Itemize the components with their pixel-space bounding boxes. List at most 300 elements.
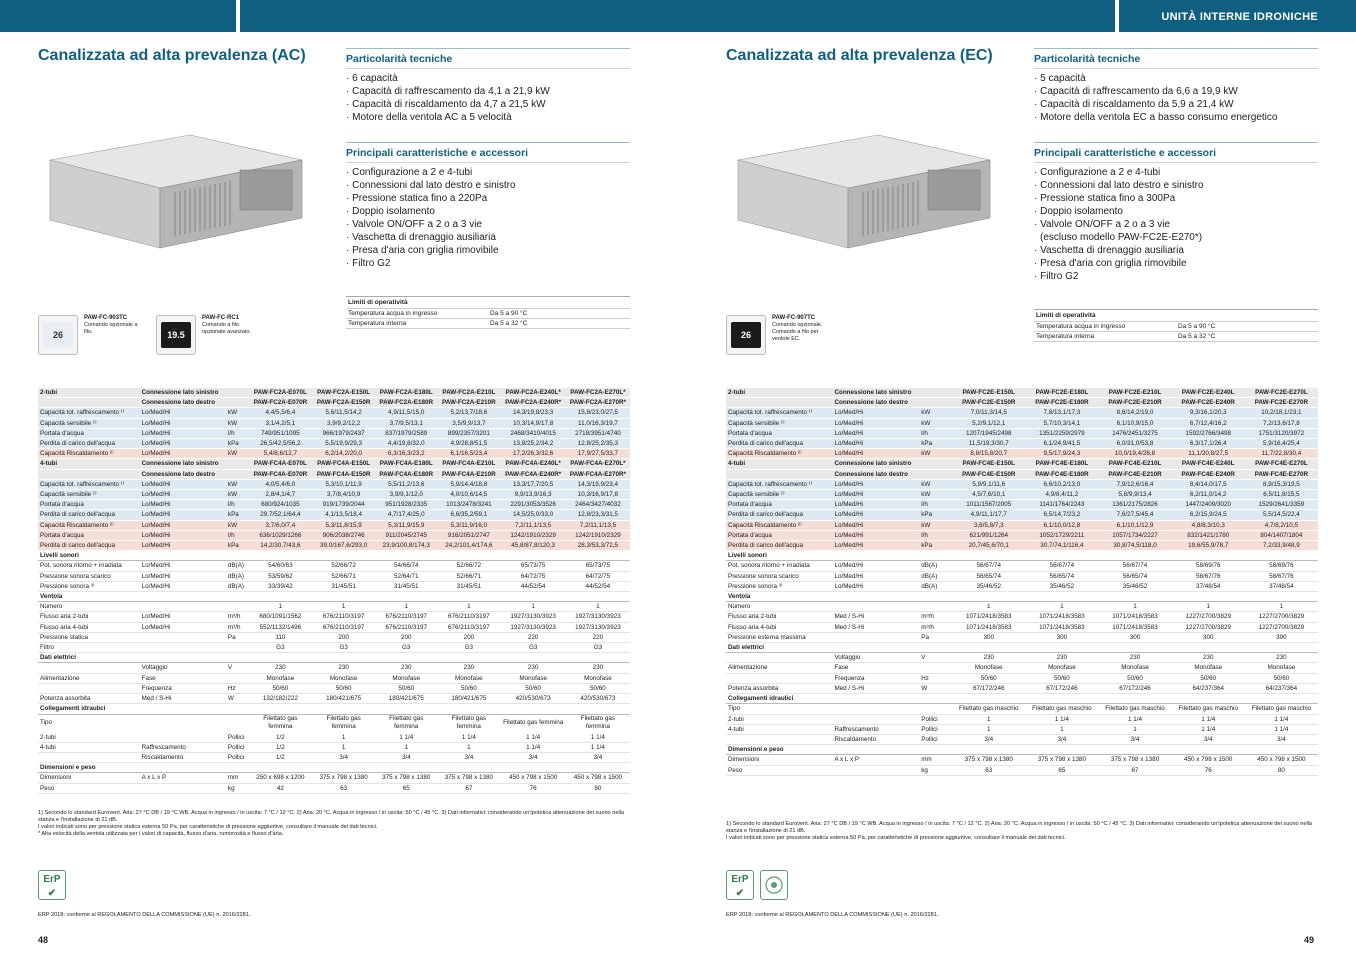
table-cell: 250 x 698 x 1200 bbox=[249, 773, 312, 783]
table-cell bbox=[832, 592, 913, 602]
table-cell: PAW-FC2A-E180R bbox=[375, 398, 437, 408]
table-cell: Lo/Med/Hi bbox=[140, 561, 221, 571]
table-cell: 1 bbox=[375, 742, 437, 752]
table-cell bbox=[1172, 592, 1245, 602]
table-cell: G3 bbox=[500, 643, 565, 653]
table-cell: 4-tubi bbox=[38, 459, 140, 469]
table-cell: Lo/Med/Hi bbox=[140, 581, 221, 591]
table-cell: PAW-FC4E-E240R bbox=[1172, 469, 1245, 479]
table-cell bbox=[226, 763, 249, 773]
table-cell bbox=[437, 704, 500, 714]
table-cell: 951/1928/2335 bbox=[375, 500, 437, 510]
table-cell: 375 x 798 x 1380 bbox=[437, 773, 500, 783]
table-cell: 1 1/4 bbox=[1245, 724, 1318, 734]
table-cell: 450 x 798 x 1500 bbox=[1172, 755, 1245, 765]
table-cell: V bbox=[226, 663, 249, 673]
table-cell: Pressione statica bbox=[38, 632, 140, 642]
table-cell: 375 x 798 x 1380 bbox=[375, 773, 437, 783]
table-cell bbox=[226, 469, 249, 479]
table-cell: 31/45/51 bbox=[375, 581, 437, 591]
table-cell: 676/2110/3197 bbox=[312, 612, 375, 622]
footnote: I valori indicati sono per pressione statica esterna 50 Pa, per caratteristiche di pressione aggiuntive, consultare il manuale dei dati tecnici. bbox=[38, 824, 378, 830]
erp-logo: ErP ✔ bbox=[38, 870, 66, 900]
table-cell: 31/45/51 bbox=[437, 581, 500, 591]
list-item: · Motore della ventola EC a basso consumo energetico bbox=[1034, 112, 1278, 123]
table-cell: 28,3/53,3/72,5 bbox=[566, 541, 630, 551]
table-cell: 230 bbox=[952, 653, 1025, 663]
table-cell bbox=[140, 592, 221, 602]
table-cell: 676/2110/3197 bbox=[375, 622, 437, 632]
table-cell: Pollici bbox=[226, 742, 249, 752]
table-cell: 180/421/675 bbox=[312, 694, 375, 704]
list-item: · Pressione statica fino a 300Pa bbox=[1034, 193, 1176, 204]
table-cell: Flusso aria 2-tubi bbox=[38, 612, 140, 622]
table-cell: Peso bbox=[726, 765, 832, 775]
table-cell: 9,3/16,1/20,3 bbox=[1172, 408, 1245, 418]
table-cell: Flusso aria 2-tubi bbox=[726, 612, 832, 622]
table-cell bbox=[226, 602, 249, 612]
table-cell: 8,8/15,8/20,7 bbox=[952, 449, 1025, 459]
table-cell: 1 1/4 bbox=[1172, 724, 1245, 734]
table-cell: 10,2/18,1/23,1 bbox=[1245, 408, 1318, 418]
table-cell bbox=[832, 551, 913, 561]
table-cell: 5,5/19,9/29,3 bbox=[312, 439, 375, 449]
table-row bbox=[726, 724, 1318, 734]
table-cell: kW bbox=[226, 449, 249, 459]
table-cell: 6,5/14,7/23,2 bbox=[1025, 510, 1098, 520]
table-cell: Monofase bbox=[249, 673, 312, 683]
table-cell bbox=[952, 694, 1025, 704]
table-cell bbox=[832, 632, 913, 642]
table-cell: 5,2/13,7/18,6 bbox=[437, 408, 500, 418]
table-row bbox=[726, 418, 1318, 428]
list-item: · Valvole ON/OFF a 2 o a 3 vie bbox=[346, 219, 482, 230]
table-cell: PAW-FC2E-E180L bbox=[1025, 388, 1098, 398]
limits-row: Temperatura interna Da 5 a 32 °C bbox=[1034, 332, 1318, 342]
table-cell: 33/39/42 bbox=[249, 581, 312, 591]
table-cell: 64/237/364 bbox=[1245, 683, 1318, 693]
table-cell: kW bbox=[226, 520, 249, 530]
table-cell: Lo/Med/Hi bbox=[140, 408, 221, 418]
table-cell: 4,4/19,6/32,0 bbox=[375, 439, 437, 449]
table-cell: Numero bbox=[726, 602, 832, 612]
table-cell: Med / S-Hi bbox=[832, 612, 913, 622]
table-cell: 29,7/52,1/64,4 bbox=[249, 510, 312, 520]
table-row bbox=[726, 632, 1318, 642]
table-cell bbox=[919, 388, 952, 398]
table-cell bbox=[312, 653, 375, 663]
limits-row: Temperatura acqua in ingresso Da 5 a 90 °C bbox=[1034, 322, 1318, 332]
table-cell: Capacità sensibile ¹⁾ bbox=[38, 490, 140, 500]
table-cell: Portata d'acqua bbox=[38, 500, 140, 510]
table-cell: 52/66/72 bbox=[312, 561, 375, 571]
table-cell: 375 x 798 x 1380 bbox=[1098, 755, 1171, 765]
table-cell bbox=[919, 551, 952, 561]
table-cell: Perdita di carico dell'acqua bbox=[38, 439, 140, 449]
erp-logos bbox=[726, 870, 788, 900]
table-cell: 6,1/10,1/12,9 bbox=[1098, 520, 1171, 530]
table-cell: Riscaldamento bbox=[140, 752, 221, 762]
table-cell: Filettato gas femmina bbox=[375, 714, 437, 732]
table-cell: m³/h bbox=[226, 612, 249, 622]
table-cell: Dimensioni e peso bbox=[38, 763, 140, 773]
table-cell: 50/60 bbox=[437, 683, 500, 693]
table-cell: Connessione lato destro bbox=[832, 398, 913, 408]
table-cell: 30,7/74,1/116,4 bbox=[1025, 541, 1098, 551]
table-cell: Collegamenti idraulici bbox=[726, 694, 832, 704]
table-row bbox=[38, 653, 630, 663]
table-cell: Monofase bbox=[500, 673, 565, 683]
table-row bbox=[38, 479, 630, 489]
table-cell: 450 x 798 x 1500 bbox=[566, 773, 630, 783]
table-cell bbox=[919, 694, 952, 704]
controller-1 bbox=[726, 315, 832, 355]
table-cell bbox=[226, 714, 249, 732]
table-cell: 20,7/45,6/70,1 bbox=[952, 541, 1025, 551]
table-cell: dB(A) bbox=[226, 561, 249, 571]
table-cell: 8,9/15,3/19,5 bbox=[1245, 479, 1318, 489]
table-cell: Filettato gas maschio bbox=[1098, 704, 1171, 714]
table-cell: 1 1/4 bbox=[1098, 714, 1171, 724]
table-cell: 1071/2418/3583 bbox=[1025, 622, 1098, 632]
table-cell bbox=[1025, 551, 1098, 561]
table-cell: 6,1/24,9/41,5 bbox=[1025, 439, 1098, 449]
controller-desc: Comando opzionale a filo. bbox=[84, 322, 138, 335]
table-cell: 54/60/63 bbox=[249, 561, 312, 571]
table-cell bbox=[140, 632, 221, 642]
table-cell: PAW-FC2A-E210R bbox=[437, 398, 500, 408]
table-cell: 1 bbox=[1098, 724, 1171, 734]
table-cell: Lo/Med/Hi bbox=[832, 510, 913, 520]
main-features bbox=[1034, 142, 1318, 283]
feat-title: Principali caratteristiche e accessori bbox=[346, 142, 630, 163]
list-item: · Presa d'aria con griglia rimovibile bbox=[1034, 258, 1187, 269]
table-row bbox=[38, 663, 630, 673]
table-cell: 4-tubi bbox=[726, 724, 832, 734]
table-cell: kW bbox=[919, 520, 952, 530]
table-cell: 6,1/10,0/12,8 bbox=[1025, 520, 1098, 530]
table-cell: 11,0/16,3/19,7 bbox=[566, 418, 630, 428]
table-cell bbox=[1245, 592, 1318, 602]
footnotes bbox=[38, 810, 636, 838]
table-cell: 56/65/74 bbox=[1025, 571, 1098, 581]
table-cell: 804/1407/1804 bbox=[1245, 530, 1318, 540]
header-bar-left bbox=[0, 0, 236, 32]
table-row bbox=[726, 551, 1318, 561]
table-cell: 6,3/17,1/26,4 bbox=[1172, 439, 1245, 449]
table-cell bbox=[832, 602, 913, 612]
table-cell: PAW-FC4A-E070R bbox=[249, 469, 312, 479]
list-item: · Valvole ON/OFF a 2 o a 3 vie bbox=[1034, 219, 1170, 230]
table-cell: 5,5/11,2/13,6 bbox=[375, 479, 437, 489]
table-cell: 50/60 bbox=[1025, 673, 1098, 683]
table-cell: 6,2/14,2/20,0 bbox=[312, 449, 375, 459]
feat-list bbox=[346, 166, 630, 270]
table-cell bbox=[726, 734, 832, 744]
table-cell: mm bbox=[226, 773, 249, 783]
table-cell: 4,9/11,1/17,7 bbox=[952, 510, 1025, 520]
table-row bbox=[726, 602, 1318, 612]
list-item: · Configurazione a 2 e 4-tubi bbox=[1034, 167, 1161, 178]
page-left bbox=[0, 32, 678, 959]
table-cell: 420/530/673 bbox=[566, 694, 630, 704]
list-item: · Capacità di raffrescamento da 4,1 a 21,9 kW bbox=[346, 86, 550, 97]
table-cell: 7,0/11,3/14,5 bbox=[952, 408, 1025, 418]
page-number: 49 bbox=[1303, 935, 1314, 945]
table-cell: 5,3/11,9/15,9 bbox=[375, 520, 437, 530]
table-cell: 1 bbox=[312, 742, 375, 752]
table-cell bbox=[500, 592, 565, 602]
table-cell: Lo/Med/Hi bbox=[140, 622, 221, 632]
table-cell: 749/951/1095 bbox=[249, 428, 312, 438]
table-cell: PAW-FC2A-E240R* bbox=[500, 398, 565, 408]
table-cell bbox=[38, 752, 140, 762]
table-cell: Filettato gas maschio bbox=[952, 704, 1025, 714]
table-cell: PAW-FC4E-E210R bbox=[1098, 469, 1171, 479]
table-cell: Lo/Med/Hi bbox=[832, 571, 913, 581]
table-cell: Pot. sonora ritorno + irradiata bbox=[38, 561, 140, 571]
table-cell: kPa bbox=[919, 439, 952, 449]
table-cell: 5,9/14,4/18,8 bbox=[437, 479, 500, 489]
table-cell bbox=[437, 551, 500, 561]
table-cell: 4,9/8,4/11,2 bbox=[1025, 490, 1098, 500]
table-cell: Dati elettrici bbox=[726, 643, 832, 653]
table-row bbox=[38, 428, 630, 438]
table-row bbox=[726, 653, 1318, 663]
controller-2 bbox=[156, 315, 262, 355]
table-cell: Perdita di carico dell'acqua bbox=[726, 510, 832, 520]
table-row bbox=[38, 673, 630, 683]
table-cell: G3 bbox=[312, 643, 375, 653]
table-cell: PAW-FC2A-E070L bbox=[249, 388, 312, 398]
table-cell: Med / S-Hi bbox=[832, 683, 913, 693]
table-cell bbox=[832, 714, 913, 724]
table-row bbox=[38, 704, 630, 714]
list-item: · Doppio isolamento bbox=[1034, 206, 1123, 217]
table-cell: Lo/Med/Hi bbox=[140, 571, 221, 581]
table-cell: 3,6/5,8/7,3 bbox=[952, 520, 1025, 530]
table-cell: Lo/Med/Hi bbox=[832, 408, 913, 418]
table-cell: 230 bbox=[500, 663, 565, 673]
table-cell: 3/4 bbox=[566, 752, 630, 762]
table-cell: PAW-FC2E-E210L bbox=[1098, 388, 1171, 398]
table-cell bbox=[1025, 643, 1098, 653]
table-cell: 12,8/25,2/35,3 bbox=[566, 439, 630, 449]
table-cell: 1 1/4 bbox=[566, 742, 630, 752]
table-cell bbox=[140, 551, 221, 561]
table-cell bbox=[140, 704, 221, 714]
table-cell: Hz bbox=[919, 673, 952, 683]
table-cell: 26,5/42,5/56,2 bbox=[249, 439, 312, 449]
table-row bbox=[726, 530, 1318, 540]
table-cell: 1 bbox=[1245, 602, 1318, 612]
table-cell: PAW-FC4A-E210R bbox=[437, 469, 500, 479]
table-cell: 6,1/16,5/23,4 bbox=[437, 449, 500, 459]
table-cell: V bbox=[919, 653, 952, 663]
table-cell: Hz bbox=[226, 683, 249, 693]
table-cell: Pressione sonora ³⁾ bbox=[38, 581, 140, 591]
table-cell: 52/64/71 bbox=[375, 571, 437, 581]
table-cell: 230 bbox=[1025, 653, 1098, 663]
table-cell: l/h bbox=[919, 530, 952, 540]
table-cell: Monofase bbox=[566, 673, 630, 683]
table-cell: 200 bbox=[437, 632, 500, 642]
table-cell: 4,7/17,4/25,0 bbox=[375, 510, 437, 520]
table-cell: 10,3/14,9/17,8 bbox=[500, 418, 565, 428]
table-cell: 15,8/23,0/27,5 bbox=[566, 408, 630, 418]
table-cell: Connessione lato destro bbox=[832, 469, 913, 479]
table-cell: 50/60 bbox=[1245, 673, 1318, 683]
table-row bbox=[38, 490, 630, 500]
table-cell: 1 1/4 bbox=[500, 742, 565, 752]
table-cell: Connessione lato sinistro bbox=[141, 460, 219, 468]
table-cell: 300 bbox=[952, 632, 1025, 642]
table-row bbox=[38, 742, 630, 752]
table-cell bbox=[249, 551, 312, 561]
table-cell: 1242/1910/2329 bbox=[566, 530, 630, 540]
table-cell: 3/4 bbox=[1245, 734, 1318, 744]
table-cell: 3/4 bbox=[1098, 734, 1171, 744]
table-cell: 4,8/8,3/10,3 bbox=[1172, 520, 1245, 530]
table-cell: 35/46/52 bbox=[952, 581, 1025, 591]
eco-label-icon bbox=[760, 870, 788, 900]
table-cell: 1 bbox=[1025, 602, 1098, 612]
table-cell: 1592/2766/3498 bbox=[1172, 428, 1245, 438]
table-row bbox=[38, 520, 630, 530]
list-item: · Capacità di riscaldamento da 4,7 a 21,5 kW bbox=[346, 99, 546, 110]
table-cell: 906/2038/2746 bbox=[312, 530, 375, 540]
table-row bbox=[726, 673, 1318, 683]
footnote: * Alta velocità della ventola utilizzata per i valori di capacità, flusso d'aria, rumorosità e flusso d'aria. bbox=[38, 831, 284, 837]
table-cell: 1927/3130/3923 bbox=[566, 612, 630, 622]
table-row bbox=[38, 398, 630, 408]
table-cell: 2-tubi bbox=[38, 732, 140, 742]
table-cell bbox=[919, 602, 952, 612]
table-row bbox=[38, 581, 630, 591]
table-cell bbox=[437, 653, 500, 663]
table-cell: Connessione lato sinistro bbox=[141, 389, 219, 396]
table-cell: Lo/Med/Hi bbox=[832, 561, 913, 571]
table-cell: Monofase bbox=[1025, 663, 1098, 673]
table-cell: 52/66/71 bbox=[312, 571, 375, 581]
table-cell bbox=[1025, 592, 1098, 602]
table-cell: 230 bbox=[312, 663, 375, 673]
table-cell: 67/172/246 bbox=[1025, 683, 1098, 693]
table-cell: 56/65/74 bbox=[952, 571, 1025, 581]
table-cell bbox=[375, 704, 437, 714]
table-cell: Collegamenti idraulici bbox=[38, 704, 140, 714]
table-cell: 11,7/22,8/30,4 bbox=[1245, 449, 1318, 459]
table-cell: 58/69/76 bbox=[1172, 561, 1245, 571]
table-row bbox=[38, 632, 630, 642]
table-cell: 9,9/13,9/16,3 bbox=[500, 490, 565, 500]
table-cell: kW bbox=[919, 490, 952, 500]
controller-desc: Comando opzionale. Comando a filo per ventole EC. bbox=[772, 322, 823, 342]
table-cell: Lo/Med/Hi bbox=[140, 418, 221, 428]
table-cell: 200 bbox=[312, 632, 375, 642]
table-cell: Capacità tot. raffrescamento ¹⁾ bbox=[726, 408, 832, 418]
controller-image: 19.5 bbox=[156, 315, 196, 355]
table-cell bbox=[500, 763, 565, 773]
table-cell: Pa bbox=[919, 632, 952, 642]
table-row bbox=[38, 469, 630, 479]
table-cell: dB(A) bbox=[226, 571, 249, 581]
footnote: I valori indicati sono per pressione statica esterna 50 Pa, per caratteristiche di pressione aggiuntive, consultare il manuale dei dati tecnici. bbox=[726, 835, 1066, 841]
table-cell: PAW-FC2A-E210L bbox=[437, 388, 500, 398]
table-cell: 832/1421/1780 bbox=[1172, 530, 1245, 540]
table-cell: 3,7/9,5/13,1 bbox=[375, 418, 437, 428]
table-cell: PAW-FC4E-E150R bbox=[952, 469, 1025, 479]
table-cell: 1013/2478/3241 bbox=[437, 500, 500, 510]
table-cell: dB(A) bbox=[919, 581, 952, 591]
controller-model: PAW-FC-903TC bbox=[84, 315, 128, 321]
table-cell: Connessione lato sinistro bbox=[834, 460, 912, 468]
controller-image: 26 bbox=[38, 315, 78, 355]
table-cell: Capacità sensibile ¹⁾ bbox=[38, 418, 140, 428]
table-cell bbox=[1098, 694, 1171, 704]
table-cell: Dimensioni bbox=[726, 755, 832, 765]
table-cell: 54/66/74 bbox=[375, 561, 437, 571]
table-cell bbox=[832, 694, 913, 704]
table-cell: Pressione esterna massima bbox=[726, 632, 832, 642]
limits-row: Temperatura interna Da 5 a 32 °C bbox=[346, 319, 630, 329]
table-row bbox=[726, 428, 1318, 438]
table-row bbox=[38, 561, 630, 571]
table-cell: 3/4 bbox=[1172, 734, 1245, 744]
table-cell: 676/2110/3197 bbox=[375, 612, 437, 622]
table-cell: 11,1/20,8/27,5 bbox=[1172, 449, 1245, 459]
table-cell: PAW-FC2A-E240L* bbox=[500, 388, 565, 398]
table-row bbox=[726, 755, 1318, 765]
table-cell: 6,3/16,3/23,2 bbox=[375, 449, 437, 459]
table-cell: 17,9/27,5/33,7 bbox=[566, 449, 630, 459]
table-cell: 6,6/10,2/13,0 bbox=[1025, 479, 1098, 489]
table-cell bbox=[312, 704, 375, 714]
table-cell: 1227/2700/3829 bbox=[1245, 612, 1318, 622]
table-cell: PAW-FC2E-E240R bbox=[1172, 398, 1245, 408]
section-label: UNITÀ INTERNE IDRONICHE bbox=[1161, 11, 1318, 23]
table-cell: Med / S-Hi bbox=[832, 622, 913, 632]
table-cell: 52/66/71 bbox=[437, 571, 500, 581]
table-cell: 64/72/75 bbox=[500, 571, 565, 581]
table-cell: Lo/Med/Hi bbox=[832, 439, 913, 449]
table-cell: kW bbox=[919, 418, 952, 428]
table-cell: 7,8/13,1/17,3 bbox=[1025, 408, 1098, 418]
table-cell: 636/1029/1266 bbox=[249, 530, 312, 540]
table-cell: Pollici bbox=[919, 714, 952, 724]
table-row bbox=[38, 439, 630, 449]
table-cell bbox=[226, 551, 249, 561]
table-cell bbox=[919, 469, 952, 479]
erp-logo: ErP ✔ bbox=[726, 870, 754, 900]
main-features bbox=[346, 142, 630, 270]
table-cell: 916/2051/2747 bbox=[437, 530, 500, 540]
table-row bbox=[38, 763, 630, 773]
table-cell: 19,6/55,9/78,7 bbox=[1172, 541, 1245, 551]
table-cell: Monofase bbox=[1098, 663, 1171, 673]
table-cell bbox=[226, 704, 249, 714]
list-item: · Filtro G2 bbox=[1034, 271, 1079, 282]
table-cell: 1 1/4 bbox=[375, 732, 437, 742]
table-cell: 676/2110/3197 bbox=[437, 612, 500, 622]
table-cell: 58/69/76 bbox=[1245, 561, 1318, 571]
table-row bbox=[726, 643, 1318, 653]
table-row bbox=[38, 388, 630, 398]
table-cell: 14,3/19,9/23,4 bbox=[566, 479, 630, 489]
table-cell: 450 x 798 x 1500 bbox=[1245, 755, 1318, 765]
table-cell: dB(A) bbox=[919, 561, 952, 571]
table-cell: Connessione lato destro bbox=[140, 469, 221, 479]
